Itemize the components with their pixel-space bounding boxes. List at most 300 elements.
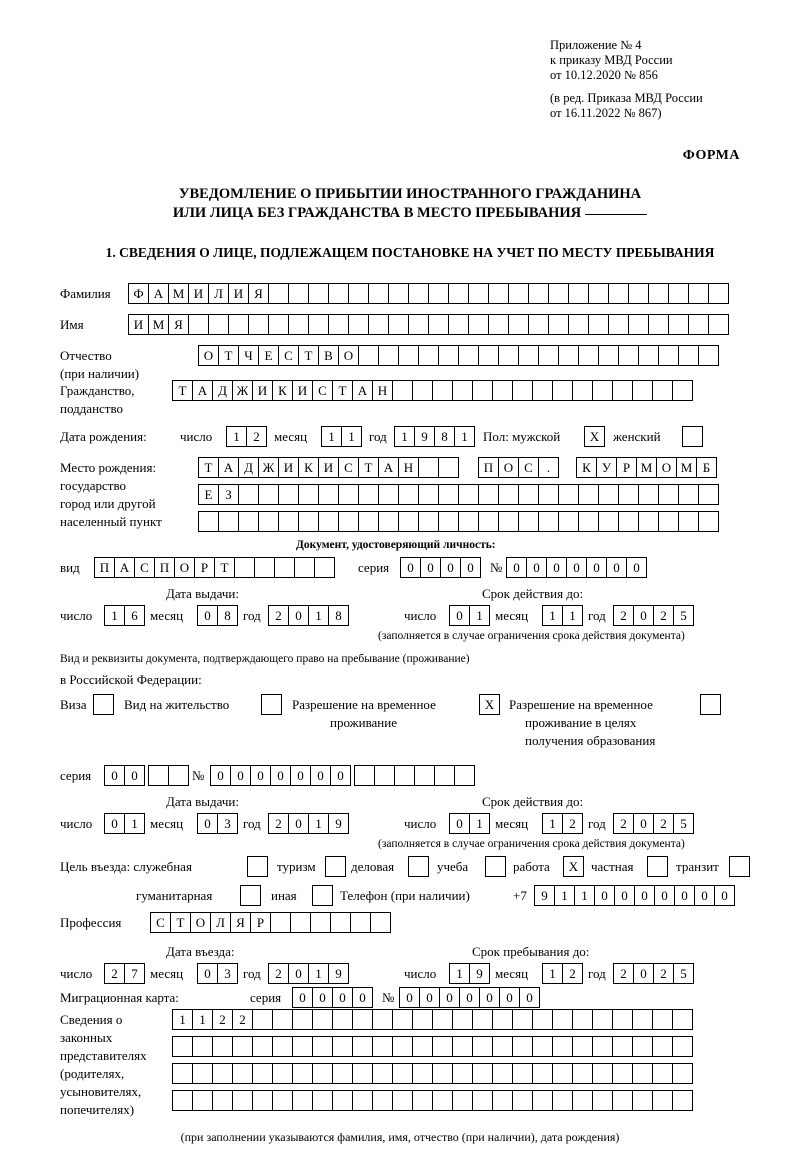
char-cell[interactable]: М [636,457,657,478]
char-cell[interactable] [348,283,369,304]
char-cell[interactable] [438,345,459,366]
char-cell[interactable] [328,283,349,304]
char-cell[interactable]: 2 [232,1009,253,1030]
char-cell[interactable] [538,345,559,366]
char-cell[interactable]: 0 [499,987,520,1008]
char-cell[interactable] [528,314,549,335]
char-cell[interactable] [552,380,573,401]
char-cell[interactable]: 1 [341,426,362,447]
char-cell[interactable]: Т [298,345,319,366]
char-cell[interactable]: 2 [104,963,125,984]
char-cell[interactable] [672,1090,693,1111]
surname-boxes[interactable] [128,283,728,304]
char-cell[interactable] [572,1009,593,1030]
char-cell[interactable] [452,380,473,401]
purpose-private-checkbox[interactable] [647,856,667,877]
char-cell[interactable]: 0 [288,963,309,984]
char-cell[interactable] [372,1036,393,1057]
char-cell[interactable] [568,314,589,335]
char-cell[interactable]: 1 [542,605,563,626]
char-cell[interactable] [278,484,299,505]
char-cell[interactable] [729,856,750,877]
char-cell[interactable] [325,856,346,877]
purpose-business-checkbox[interactable] [408,856,428,877]
doc-valid-year-boxes[interactable] [613,605,693,626]
char-cell[interactable]: 2 [212,1009,233,1030]
char-cell[interactable] [492,1009,513,1030]
char-cell[interactable] [192,1063,213,1084]
char-cell[interactable] [632,1090,653,1111]
char-cell[interactable] [708,314,729,335]
char-cell[interactable] [598,484,619,505]
char-cell[interactable]: 0 [210,765,231,786]
char-cell[interactable] [588,314,609,335]
char-cell[interactable] [548,283,569,304]
char-cell[interactable]: 2 [613,813,634,834]
char-cell[interactable]: 1 [554,885,575,906]
purpose-study-checkbox[interactable] [485,856,505,877]
char-cell[interactable]: 0 [654,885,675,906]
char-cell[interactable] [258,484,279,505]
char-cell[interactable] [518,484,539,505]
char-cell[interactable]: 2 [613,605,634,626]
char-cell[interactable] [612,1090,633,1111]
char-cell[interactable]: Ф [128,283,149,304]
char-cell[interactable] [452,1090,473,1111]
char-cell[interactable] [294,557,315,578]
doc-issue-year-boxes[interactable] [268,605,348,626]
char-cell[interactable] [508,283,529,304]
char-cell[interactable] [432,1009,453,1030]
char-cell[interactable]: 0 [310,765,331,786]
char-cell[interactable]: 0 [230,765,251,786]
char-cell[interactable]: 0 [352,987,373,1008]
char-cell[interactable] [448,314,469,335]
char-cell[interactable] [512,1036,533,1057]
char-cell[interactable]: 0 [674,885,695,906]
char-cell[interactable] [228,314,249,335]
char-cell[interactable] [332,1090,353,1111]
char-cell[interactable] [638,345,659,366]
char-cell[interactable] [392,1090,413,1111]
char-cell[interactable] [672,1009,693,1030]
char-cell[interactable] [568,283,589,304]
char-cell[interactable]: 1 [124,813,145,834]
char-cell[interactable] [652,1063,673,1084]
char-cell[interactable] [232,1063,253,1084]
char-cell[interactable]: 0 [288,813,309,834]
char-cell[interactable] [298,484,319,505]
char-cell[interactable] [192,1090,213,1111]
char-cell[interactable] [647,856,668,877]
stay-issue-year-boxes[interactable] [268,813,348,834]
citizenship-boxes[interactable] [172,380,692,401]
char-cell[interactable] [558,484,579,505]
char-cell[interactable]: О [198,345,219,366]
birth-place-city-boxes-row2[interactable] [198,484,718,505]
char-cell[interactable] [412,1090,433,1111]
char-cell[interactable]: И [188,283,209,304]
char-cell[interactable] [272,1063,293,1084]
char-cell[interactable]: 0 [292,987,313,1008]
char-cell[interactable] [261,694,282,715]
char-cell[interactable] [288,283,309,304]
char-cell[interactable] [332,1036,353,1057]
char-cell[interactable]: О [338,345,359,366]
char-cell[interactable]: 7 [124,963,145,984]
migration-series-boxes[interactable] [292,987,372,1008]
char-cell[interactable]: 2 [268,605,289,626]
char-cell[interactable]: 0 [400,557,421,578]
char-cell[interactable]: 0 [290,765,311,786]
char-cell[interactable] [238,484,259,505]
char-cell[interactable]: 8 [217,605,238,626]
char-cell[interactable] [618,484,639,505]
char-cell[interactable]: Т [358,457,379,478]
char-cell[interactable] [412,1036,433,1057]
char-cell[interactable]: 0 [440,557,461,578]
char-cell[interactable] [578,345,599,366]
doc-number-boxes[interactable] [506,557,646,578]
birth-month-boxes[interactable] [321,426,361,447]
purpose-tourism-checkbox[interactable] [325,856,345,877]
char-cell[interactable]: С [150,912,171,933]
doc-valid-month-boxes[interactable] [542,605,582,626]
char-cell[interactable] [252,1090,273,1111]
char-cell[interactable] [598,511,619,532]
purpose-other-checkbox[interactable] [312,885,332,906]
char-cell[interactable]: Я [168,314,189,335]
char-cell[interactable]: 3 [217,963,238,984]
char-cell[interactable] [378,511,399,532]
char-cell[interactable]: 0 [526,557,547,578]
profession-boxes[interactable] [150,912,390,933]
char-cell[interactable] [432,1090,453,1111]
doc-valid-day-boxes[interactable] [449,605,489,626]
char-cell[interactable] [638,511,659,532]
char-cell[interactable] [418,511,439,532]
char-cell[interactable]: Т [172,380,193,401]
char-cell[interactable] [234,557,255,578]
char-cell[interactable] [652,1009,673,1030]
char-cell[interactable] [252,1063,273,1084]
char-cell[interactable] [454,765,475,786]
char-cell[interactable]: 0 [439,987,460,1008]
char-cell[interactable] [572,1036,593,1057]
char-cell[interactable]: 2 [653,963,674,984]
char-cell[interactable] [432,1036,453,1057]
visa-checkbox[interactable] [93,694,113,715]
char-cell[interactable]: 2 [653,813,674,834]
char-cell[interactable]: 0 [449,813,470,834]
char-cell[interactable] [338,484,359,505]
char-cell[interactable]: И [278,457,299,478]
char-cell[interactable] [518,511,539,532]
char-cell[interactable]: 0 [519,987,540,1008]
char-cell[interactable] [352,1036,373,1057]
stay-valid-month-boxes[interactable] [542,813,582,834]
char-cell[interactable] [628,314,649,335]
birth-place-city-boxes-row1[interactable] [478,457,716,478]
birth-year-boxes[interactable] [394,426,474,447]
char-cell[interactable] [358,484,379,505]
char-cell[interactable]: 0 [594,885,615,906]
char-cell[interactable] [632,380,653,401]
char-cell[interactable] [258,511,279,532]
char-cell[interactable] [448,283,469,304]
char-cell[interactable]: 1 [542,813,563,834]
char-cell[interactable] [338,511,359,532]
char-cell[interactable]: Т [214,557,235,578]
char-cell[interactable]: 8 [328,605,349,626]
char-cell[interactable] [552,1090,573,1111]
char-cell[interactable] [292,1036,313,1057]
char-cell[interactable] [682,426,703,447]
char-cell[interactable] [314,557,335,578]
legal-rep-boxes-row1[interactable] [172,1009,692,1030]
stay-valid-day-boxes[interactable] [449,813,489,834]
char-cell[interactable]: 3 [217,813,238,834]
char-cell[interactable]: 6 [124,605,145,626]
char-cell[interactable]: 2 [246,426,267,447]
char-cell[interactable] [368,283,389,304]
char-cell[interactable]: 0 [197,605,218,626]
residence-permit-checkbox[interactable] [261,694,281,715]
char-cell[interactable] [288,314,309,335]
char-cell[interactable] [612,1063,633,1084]
char-cell[interactable] [498,484,519,505]
char-cell[interactable] [652,1090,673,1111]
char-cell[interactable] [512,1090,533,1111]
char-cell[interactable] [668,314,689,335]
char-cell[interactable] [388,314,409,335]
char-cell[interactable] [532,1009,553,1030]
char-cell[interactable] [608,314,629,335]
char-cell[interactable] [412,1063,433,1084]
char-cell[interactable]: С [518,457,539,478]
char-cell[interactable] [552,1063,573,1084]
char-cell[interactable]: 1 [172,1009,193,1030]
char-cell[interactable] [572,380,593,401]
char-cell[interactable]: К [576,457,597,478]
char-cell[interactable]: М [148,314,169,335]
purpose-work-checkbox[interactable] [563,856,583,877]
char-cell[interactable] [358,345,379,366]
char-cell[interactable]: 0 [633,605,654,626]
char-cell[interactable] [592,1063,613,1084]
char-cell[interactable]: 0 [104,765,125,786]
char-cell[interactable] [372,1090,393,1111]
char-cell[interactable] [678,484,699,505]
char-cell[interactable] [532,1090,553,1111]
char-cell[interactable] [247,856,268,877]
char-cell[interactable] [612,1009,633,1030]
char-cell[interactable]: Т [170,912,191,933]
char-cell[interactable]: Б [696,457,717,478]
entry-day-boxes[interactable] [104,963,144,984]
char-cell[interactable] [492,1036,513,1057]
char-cell[interactable] [312,1090,333,1111]
char-cell[interactable] [172,1063,193,1084]
char-cell[interactable]: А [378,457,399,478]
char-cell[interactable]: 0 [332,987,353,1008]
legal-rep-boxes-row4[interactable] [172,1090,692,1111]
stay-issue-day-boxes[interactable] [104,813,144,834]
char-cell[interactable] [392,1009,413,1030]
entry-month-boxes[interactable] [197,963,237,984]
char-cell[interactable] [308,283,329,304]
char-cell[interactable] [618,511,639,532]
char-cell[interactable]: Т [332,380,353,401]
char-cell[interactable] [378,345,399,366]
char-cell[interactable] [368,314,389,335]
purpose-humanitarian-checkbox[interactable] [240,885,260,906]
char-cell[interactable]: П [478,457,499,478]
char-cell[interactable] [212,1036,233,1057]
birth-day-boxes[interactable] [226,426,266,447]
birth-place-state-boxes[interactable] [198,457,458,478]
char-cell[interactable] [648,283,669,304]
doc-kind-boxes[interactable] [94,557,334,578]
char-cell[interactable]: 0 [270,765,291,786]
char-cell[interactable]: 1 [449,963,470,984]
char-cell[interactable]: О [174,557,195,578]
char-cell[interactable] [392,1063,413,1084]
char-cell[interactable] [468,283,489,304]
char-cell[interactable]: Р [194,557,215,578]
char-cell[interactable] [312,1009,333,1030]
char-cell[interactable] [252,1036,273,1057]
char-cell[interactable] [212,1090,233,1111]
char-cell[interactable] [458,345,479,366]
char-cell[interactable] [558,511,579,532]
char-cell[interactable] [374,765,395,786]
char-cell[interactable] [358,511,379,532]
char-cell[interactable] [612,1036,633,1057]
char-cell[interactable] [328,314,349,335]
char-cell[interactable] [408,283,429,304]
char-cell[interactable] [332,1063,353,1084]
char-cell[interactable] [238,511,259,532]
char-cell[interactable] [492,380,513,401]
char-cell[interactable]: 5 [673,605,694,626]
char-cell[interactable] [658,484,679,505]
char-cell[interactable] [708,283,729,304]
char-cell[interactable]: 8 [434,426,455,447]
char-cell[interactable] [268,283,289,304]
char-cell[interactable]: 0 [586,557,607,578]
char-cell[interactable] [370,912,391,933]
char-cell[interactable]: 9 [534,885,555,906]
stay-until-month-boxes[interactable] [542,963,582,984]
char-cell[interactable] [232,1036,253,1057]
char-cell[interactable] [612,380,633,401]
char-cell[interactable]: И [128,314,149,335]
char-cell[interactable] [658,345,679,366]
char-cell[interactable] [592,1036,613,1057]
char-cell[interactable] [648,314,669,335]
char-cell[interactable]: 1 [226,426,247,447]
char-cell[interactable] [298,511,319,532]
char-cell[interactable]: З [218,484,239,505]
char-cell[interactable] [168,765,189,786]
char-cell[interactable] [628,283,649,304]
char-cell[interactable]: К [298,457,319,478]
char-cell[interactable] [678,345,699,366]
char-cell[interactable] [468,314,489,335]
char-cell[interactable]: 9 [414,426,435,447]
doc-series-boxes[interactable] [400,557,480,578]
char-cell[interactable]: С [134,557,155,578]
char-cell[interactable]: . [538,457,559,478]
char-cell[interactable] [418,345,439,366]
char-cell[interactable] [458,511,479,532]
legal-rep-boxes-row2[interactable] [172,1036,692,1057]
char-cell[interactable]: Я [230,912,251,933]
char-cell[interactable]: 0 [104,813,125,834]
char-cell[interactable]: 0 [197,963,218,984]
char-cell[interactable] [618,345,639,366]
char-cell[interactable] [332,1009,353,1030]
char-cell[interactable]: С [338,457,359,478]
char-cell[interactable] [428,283,449,304]
char-cell[interactable] [478,345,499,366]
char-cell[interactable] [552,1009,573,1030]
char-cell[interactable]: 9 [328,813,349,834]
char-cell[interactable]: 1 [469,813,490,834]
char-cell[interactable]: 2 [562,813,583,834]
char-cell[interactable] [472,1090,493,1111]
char-cell[interactable]: П [94,557,115,578]
char-cell[interactable] [418,484,439,505]
char-cell[interactable] [392,1036,413,1057]
char-cell[interactable] [698,484,719,505]
char-cell[interactable]: 0 [124,765,145,786]
char-cell[interactable]: 0 [459,987,480,1008]
char-cell[interactable]: 0 [197,813,218,834]
char-cell[interactable] [472,1036,493,1057]
char-cell[interactable] [598,345,619,366]
char-cell[interactable]: 1 [542,963,563,984]
char-cell[interactable] [412,1009,433,1030]
char-cell[interactable] [498,511,519,532]
char-cell[interactable] [592,380,613,401]
char-cell[interactable]: А [114,557,135,578]
char-cell[interactable] [428,314,449,335]
char-cell[interactable] [518,345,539,366]
char-cell[interactable] [352,1063,373,1084]
char-cell[interactable] [248,314,269,335]
char-cell[interactable] [354,765,375,786]
char-cell[interactable] [392,380,413,401]
char-cell[interactable]: 0 [420,557,441,578]
char-cell[interactable] [498,345,519,366]
char-cell[interactable] [478,511,499,532]
entry-year-boxes[interactable] [268,963,348,984]
migration-number-boxes[interactable] [399,987,539,1008]
char-cell[interactable] [408,314,429,335]
char-cell[interactable] [632,1036,653,1057]
char-cell[interactable]: К [272,380,293,401]
char-cell[interactable] [538,484,559,505]
char-cell[interactable] [272,1090,293,1111]
char-cell[interactable] [698,511,719,532]
sex-male-checkbox[interactable] [584,426,604,447]
char-cell[interactable] [254,557,275,578]
char-cell[interactable] [432,1063,453,1084]
char-cell[interactable] [592,1090,613,1111]
char-cell[interactable] [552,1036,573,1057]
